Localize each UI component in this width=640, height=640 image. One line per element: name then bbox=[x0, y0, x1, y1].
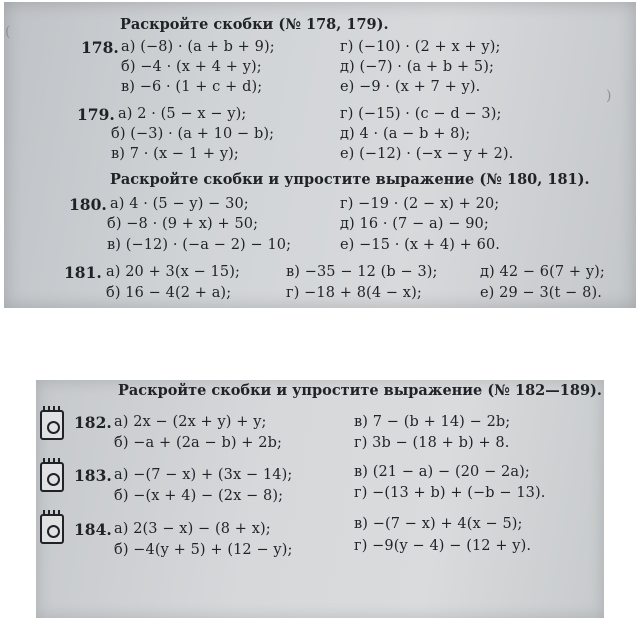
problem-number-183: 183. bbox=[74, 466, 112, 485]
section-header-180-181: Раскройте скобки и упростите выражение (№ 180, 181). bbox=[110, 171, 590, 188]
problem-178-b: б) −4 · (x + 4 + y); bbox=[121, 59, 262, 75]
problem-181-v: в) −35 − 12 (b − 3); bbox=[286, 264, 438, 280]
problem-179-g: г) (−15) · (c − d − 3); bbox=[340, 106, 502, 122]
problem-number-180: 180. bbox=[69, 195, 107, 214]
problem-184-g: г) −9(y − 4) − (12 + y). bbox=[354, 538, 532, 554]
problem-181-e: е) 29 − 3(t − 8). bbox=[480, 285, 602, 301]
problem-number-178: 178. bbox=[81, 38, 119, 57]
problem-181-a: а) 20 + 3(x − 15); bbox=[106, 264, 240, 280]
problem-number-181: 181. bbox=[64, 263, 102, 282]
problem-181-d: д) 42 − 6(7 + y); bbox=[480, 264, 605, 280]
notebook-icon bbox=[40, 462, 64, 492]
problem-184-a: а) 2(3 − x) − (8 + x); bbox=[114, 521, 271, 537]
problem-180-a: а) 4 · (5 − y) − 30; bbox=[110, 196, 249, 212]
problem-182-v: в) 7 − (b + 14) − 2b; bbox=[354, 414, 511, 430]
problem-178-e: е) −9 · (x + 7 + y). bbox=[340, 79, 481, 95]
problem-178-a: а) (−8) · (a + b + 9); bbox=[121, 39, 275, 55]
problem-179-a: а) 2 · (5 − x − y); bbox=[118, 106, 247, 122]
problem-183-b: б) −(x + 4) − (2x − 8); bbox=[114, 488, 284, 504]
problem-180-d: д) 16 · (7 − a) − 90; bbox=[340, 216, 489, 232]
problem-number-184: 184. bbox=[74, 520, 112, 539]
section-header-178-179: Раскройте скобки (№ 178, 179). bbox=[120, 16, 389, 33]
problem-183-a: а) −(7 − x) + (3x − 14); bbox=[114, 467, 293, 483]
notebook-icon bbox=[40, 514, 64, 544]
notebook-icon bbox=[40, 410, 64, 440]
problem-178-d: д) (−7) · (a + b + 5); bbox=[340, 59, 494, 75]
problem-180-b: б) −8 · (9 + x) + 50; bbox=[107, 216, 259, 232]
problem-181-b: б) 16 − 4(2 + a); bbox=[106, 285, 232, 301]
problem-179-v: в) 7 · (x − 1 + y); bbox=[111, 146, 239, 162]
problem-182-a: а) 2x − (2x + y) + y; bbox=[114, 414, 267, 430]
bleed-through-mark: ) bbox=[606, 88, 612, 104]
bottom-page-photo bbox=[36, 380, 604, 618]
problem-182-g: г) 3b − (18 + b) + 8. bbox=[354, 435, 510, 451]
problem-180-g: г) −19 · (2 − x) + 20; bbox=[340, 196, 500, 212]
problem-179-d: д) 4 · (a − b + 8); bbox=[340, 126, 471, 142]
bleed-through-mark: ( bbox=[5, 24, 11, 40]
section-header-182-189: Раскройте скобки и упростите выражение (№ 182—189). bbox=[118, 382, 602, 399]
problem-179-e: е) (−12) · (−x − y + 2). bbox=[340, 146, 514, 162]
problem-178-v: в) −6 · (1 + c + d); bbox=[121, 79, 263, 95]
problem-181-g: г) −18 + 8(4 − x); bbox=[286, 285, 422, 301]
problem-184-v: в) −(7 − x) + 4(x − 5); bbox=[354, 516, 523, 532]
problem-184-b: б) −4(y + 5) + (12 − y); bbox=[114, 542, 293, 558]
problem-183-g: г) −(13 + b) + (−b − 13). bbox=[354, 485, 546, 501]
problem-number-182: 182. bbox=[74, 413, 112, 432]
problem-180-v: в) (−12) · (−a − 2) − 10; bbox=[107, 237, 292, 253]
problem-178-g: г) (−10) · (2 + x + y); bbox=[340, 39, 501, 55]
top-page-photo bbox=[4, 2, 636, 308]
problem-number-179: 179. bbox=[77, 105, 115, 124]
problem-183-v: в) (21 − a) − (20 − 2a); bbox=[354, 464, 530, 480]
problem-182-b: б) −a + (2a − b) + 2b; bbox=[114, 435, 282, 451]
problem-180-e: е) −15 · (x + 4) + 60. bbox=[340, 237, 500, 253]
problem-179-b: б) (−3) · (a + 10 − b); bbox=[111, 126, 275, 142]
